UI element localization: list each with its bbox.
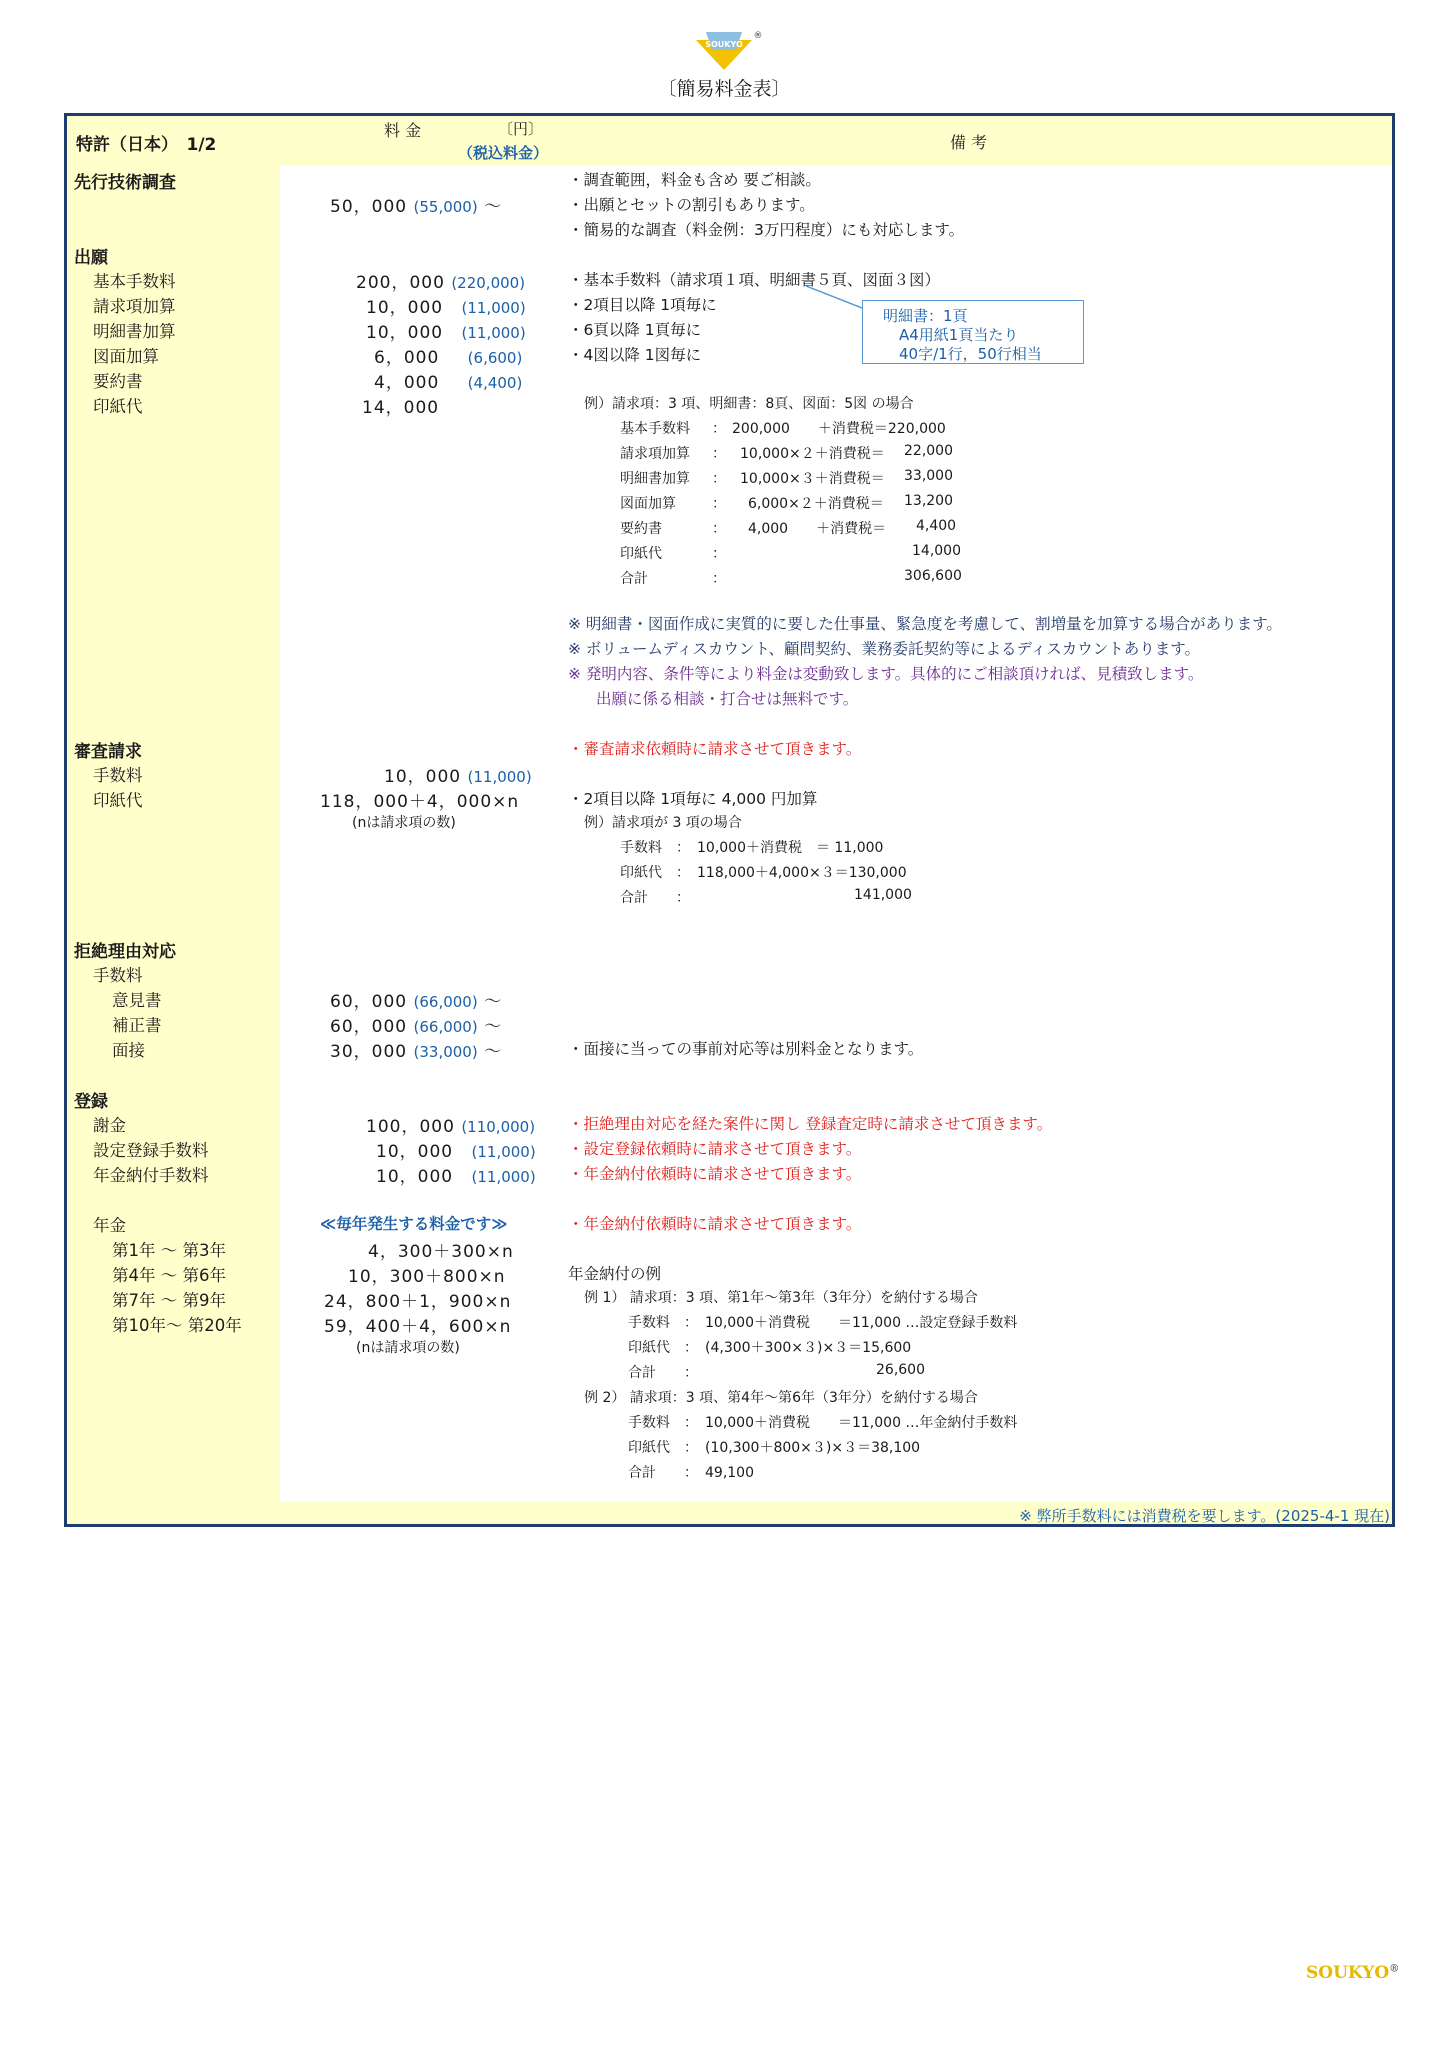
filing-note-3: ※ 発明内容、条件等により料金は変動致します。具体的にご相談頂ければ、見積致します。 — [568, 665, 1204, 683]
filing-label-spec: 明細書加算 — [93, 322, 176, 341]
filing-example-colon: ： — [712, 571, 726, 587]
filing-example-colon: ： — [712, 471, 726, 487]
filing-remark-basic: ・基本手数料（請求項１項、明細書５頁、図面３図） — [568, 271, 941, 289]
exam-remark-head: ・審査請求依頼時に請求させて頂きます。 — [568, 740, 862, 758]
filing-example-value: 4,400 — [916, 518, 957, 534]
filing-example-colon: ： — [712, 446, 726, 462]
filing-example-title: 例）請求項：3 項、明細書：8頁、図面：5図 の場合 — [584, 396, 914, 412]
prior-art-heading: 先行技術調査 — [74, 173, 176, 193]
filing-label-drawings: 図面加算 — [93, 347, 159, 366]
annuity-period-fee: 4，300＋300×n — [368, 1242, 514, 1262]
filing-note-4: 出願に係る相談・打合せは無料です。 — [596, 690, 859, 708]
annuity-note: ≪毎年発生する料金です≫ — [320, 1215, 508, 1233]
callout-line-3: 40字/1行，50行相当 — [899, 345, 1042, 363]
registration-label-setup: 設定登録手数料 — [93, 1141, 209, 1160]
filing-example-colon: ： — [712, 521, 726, 537]
filing-example-calc: 6,000×２＋消費税＝ — [748, 496, 884, 512]
exam-example-row: 手数料 ： 10,000＋消費税 ＝ 11,000 — [620, 840, 884, 856]
registration-remark-annuity: ・年金納付依頼時に請求させて頂きます。 — [568, 1165, 862, 1183]
exam-stamp-remark: ・2項目以降 1項毎に 4,000 円加算 — [568, 790, 818, 808]
filing-fee-basic: 200，000 (220,000) — [356, 273, 526, 293]
unit-label: 〔円〕 — [498, 120, 544, 138]
annuity-period-fee: 24，800＋1，900×n — [324, 1292, 512, 1312]
filing-example-label: 図面加算 — [620, 496, 676, 512]
registration-heading: 登録 — [74, 1092, 108, 1112]
exam-stamp-note: (nは請求項の数) — [352, 815, 456, 831]
filing-label-basic: 基本手数料 — [93, 272, 176, 291]
annuity-period-label: 第10年～ 第20年 — [112, 1316, 242, 1335]
soukyo-logo — [692, 28, 764, 72]
exam-example-total: 141,000 — [854, 887, 912, 903]
filing-example-value: 306,600 — [904, 568, 962, 584]
filing-example-calc: 10,000×２＋消費税＝ — [740, 446, 885, 462]
annuity-period-label: 第1年 ～ 第3年 — [112, 1241, 226, 1260]
filing-fee-stamp: 14，000 — [362, 398, 440, 418]
filing-example-value: 22,000 — [904, 443, 953, 459]
fee-column-header: 料 金 — [384, 121, 422, 140]
exam-example-row: 合計 ： — [620, 890, 690, 906]
prior-art-remark-2: ・出願とセットの割引もあります。 — [568, 196, 815, 214]
filing-note-2: ※ ボリュームディスカウント、顧問契約、業務委託契約等によるディスカウントあります。 — [568, 640, 1201, 658]
filing-example-label: 合計 — [620, 571, 648, 587]
annuity-example2-row: 合計 ： 49,100 — [628, 1465, 754, 1481]
annuity-period-fee: 10，300＋800×n — [348, 1267, 506, 1287]
filing-example-value: 13,200 — [904, 493, 953, 509]
annuity-example1-row: 合計 ： — [628, 1365, 698, 1381]
filing-heading: 出願 — [74, 248, 108, 268]
exam-fee-label: 手数料 — [93, 766, 143, 785]
section-title: 特許（日本） 1/2 — [76, 135, 217, 155]
exam-example-title: 例）請求項が 3 項の場合 — [584, 815, 742, 831]
annuity-period-label: 第7年 ～ 第9年 — [112, 1291, 226, 1310]
filing-example-label: 要約書 — [620, 521, 662, 537]
filing-example-value: 33,000 — [904, 468, 953, 484]
filing-example-colon: ： — [712, 421, 726, 437]
annuity-example-heading: 年金納付の例 — [568, 1265, 662, 1283]
filing-remark-claims: ・2項目以降 1項毎に — [568, 296, 717, 314]
callout-line-2: A4用紙1頁当たり — [899, 326, 1019, 344]
filing-label-claims: 請求項加算 — [93, 297, 176, 316]
filing-fee-abstract: 4，000 (4,400) — [374, 373, 523, 393]
prior-art-fee: 50，000 (55,000) ～ — [330, 197, 503, 217]
filing-fee-spec: 10，000 (11,000) — [366, 323, 526, 343]
annuity-period-fee: 59，400＋4，600×n — [324, 1317, 512, 1337]
exam-fee: 10，000 (11,000) — [384, 767, 532, 787]
exam-example-row: 印紙代 ： 118,000＋4,000×３＝130,000 — [620, 865, 907, 881]
page-title: 〔簡易料金表〕 — [657, 78, 791, 100]
registration-label-annuity-fee: 年金納付手数料 — [93, 1166, 209, 1185]
filing-example-colon: ： — [712, 546, 726, 562]
rejection-fee-interview: 30，000 (33,000) ～ — [330, 1042, 503, 1062]
filing-example-label: 基本手数料 — [620, 421, 690, 437]
rejection-heading: 拒絶理由対応 — [74, 942, 176, 962]
filing-example-calc: 4,000 ＋消費税＝ — [748, 521, 887, 537]
callout-line-1: 明細書：1頁 — [883, 307, 968, 325]
rejection-label-amendment: 補正書 — [112, 1016, 162, 1035]
annuity-example1-row: 印紙代 ： (4,300＋300×３)×３＝15,600 — [628, 1340, 912, 1356]
svg-text:®: ® — [753, 31, 763, 41]
filing-fee-drawings: 6，000 (6,600) — [374, 348, 523, 368]
registration-fee-setup: 10，000 (11,000) — [376, 1142, 536, 1162]
annuity-period-label: 第4年 ～ 第6年 — [112, 1266, 226, 1285]
spec-page-callout — [862, 300, 1084, 364]
filing-remark-drawings: ・4図以降 1図毎に — [568, 346, 702, 364]
filing-example-value: 14,000 — [912, 543, 961, 559]
annuity-example2-row: 印紙代 ： (10,300＋800×３)×３＝38,100 — [628, 1440, 921, 1456]
prior-art-remark-3: ・簡易的な調査（料金例：3万円程度）にも対応します。 — [568, 221, 965, 239]
rejection-fee-amendment: 60，000 (66,000) ～ — [330, 1017, 503, 1037]
rejection-fee-opinion: 60，000 (66,000) ～ — [330, 992, 503, 1012]
svg-text:SOUKYO: SOUKYO — [705, 40, 743, 49]
exam-heading: 審査請求 — [74, 742, 142, 762]
exam-stamp-label: 印紙代 — [93, 791, 143, 810]
annuity-label: 年金 — [93, 1216, 126, 1235]
tax-footnote: ※ 弊所手数料には消費税を要します。(2025-4-1 現在) — [1019, 1507, 1390, 1525]
rejection-sub-label: 手数料 — [93, 966, 143, 985]
tax-included-note: （税込料金） — [458, 144, 549, 162]
registration-label-reward: 謝金 — [93, 1116, 126, 1135]
remarks-column-header: 備 考 — [950, 133, 988, 152]
filing-example-label: 明細書加算 — [620, 471, 690, 487]
filing-example-calc: 200,000 ＋消費税＝220,000 — [732, 421, 946, 437]
registration-remark-setup: ・設定登録依頼時に請求させて頂きます。 — [568, 1140, 862, 1158]
filing-example-label: 請求項加算 — [620, 446, 690, 462]
annuity-example1-row: 手数料 ： 10,000＋消費税 ＝11,000 …設定登録手数料 — [628, 1315, 1018, 1331]
annuity-example2-row: 手数料 ： 10,000＋消費税 ＝11,000 …年金納付手数料 — [628, 1415, 1018, 1431]
filing-example-label: 印紙代 — [620, 546, 662, 562]
annuity-example2-title: 例 2） 請求項：3 項、第4年～第6年（3年分）を納付する場合 — [584, 1390, 978, 1406]
registration-fee-reward: 100，000 (110,000) — [366, 1117, 536, 1137]
brand-wordmark: SOUKYO® — [1306, 1963, 1400, 1983]
filing-example-calc: 10,000×３＋消費税＝ — [740, 471, 885, 487]
rejection-label-interview: 面接 — [112, 1041, 145, 1060]
filing-label-stamp: 印紙代 — [93, 397, 143, 416]
registration-remark-reward: ・拒絶理由対応を経た案件に関し 登録査定時に請求させて頂きます。 — [568, 1115, 1053, 1133]
filing-label-abstract: 要約書 — [93, 372, 143, 391]
rejection-remark-interview: ・面接に当っての事前対応等は別料金となります。 — [568, 1040, 924, 1058]
filing-remark-spec: ・6頁以降 1頁毎に — [568, 321, 702, 339]
filing-note-1: ※ 明細書・図面作成に実質的に要した仕事量、緊急度を考慮して、割増量を加算する場合があります。 — [568, 615, 1282, 633]
filing-fee-claims: 10，000 (11,000) — [366, 298, 526, 318]
annuity-remark: ・年金納付依頼時に請求させて頂きます。 — [568, 1215, 862, 1233]
rejection-label-opinion: 意見書 — [112, 991, 162, 1010]
annuity-example1-title: 例 1） 請求項：3 項、第1年～第3年（3年分）を納付する場合 — [584, 1290, 978, 1306]
annuity-n-note: (nは請求項の数) — [356, 1340, 460, 1356]
prior-art-remark-1: ・調査範囲，料金も含め 要ご相談。 — [568, 171, 821, 189]
registration-fee-annuity: 10，000 (11,000) — [376, 1167, 536, 1187]
annuity-example1-total: 26,600 — [876, 1362, 925, 1378]
exam-stamp-fee: 118，000＋4，000×n — [320, 792, 520, 812]
filing-example-colon: ： — [712, 496, 726, 512]
